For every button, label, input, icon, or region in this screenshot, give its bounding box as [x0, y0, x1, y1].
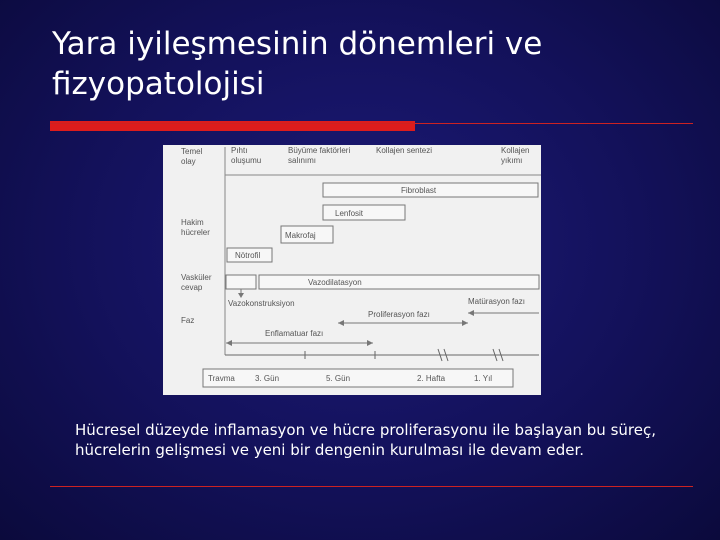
wound-healing-diagram — [163, 145, 541, 395]
slide-title-line-1: Yara iyileşmesinin dönemleri ve — [52, 26, 543, 62]
timeline-box — [203, 369, 513, 387]
bar-notrofil-label: Nötrofil — [235, 251, 261, 260]
row-label-vaskuler: Vasküler — [181, 273, 212, 282]
phase-maturasyon-label: Matürasyon fazı — [468, 297, 525, 306]
slide-title — [52, 24, 692, 104]
event-kollajen-sentezi: Kollajen sentezi — [376, 146, 433, 155]
row-label-hakim: Hakim — [181, 218, 204, 227]
row-label-temel: Temel — [181, 147, 203, 156]
phase-maturasyon-arrowhead-left — [468, 310, 474, 316]
timeline-5-gun: 5. Gün — [326, 374, 351, 383]
bar-makrofaj-label: Makrofaj — [285, 231, 316, 240]
vazokonstruksiyon-arrowhead — [238, 293, 244, 298]
bar-vazodilatasyon-label: Vazodilatasyon — [308, 278, 362, 287]
event-salinimi: salınımı — [288, 156, 317, 165]
timeline-1-yil: 1. Yıl — [474, 374, 493, 383]
event-buyume: Büyüme faktörleri — [288, 146, 351, 155]
wound-healing-phases-figure — [163, 145, 541, 395]
bar-vazokonstruksiyon-label: Vazokonstruksiyon — [228, 299, 295, 308]
event-kollajen: Kollajen — [501, 146, 530, 155]
event-olusumu: oluşumu — [231, 156, 262, 165]
event-pihti: Pıhtı — [231, 146, 248, 155]
phase-proliferasyon-arrowhead-left — [338, 320, 344, 326]
timeline-travma: Travma — [208, 374, 235, 383]
phase-enflamatuar-label: Enflamatuar fazı — [265, 329, 324, 338]
event-yikimi: yıkımı — [501, 156, 523, 165]
bar-fibroblast-label: Fibroblast — [401, 186, 437, 195]
row-label-hucreler: hücreler — [181, 228, 210, 237]
title-divider-line — [50, 123, 693, 124]
bar-lenfosit-label: Lenfosit — [335, 209, 364, 218]
row-label-faz: Faz — [181, 316, 195, 325]
bar-vazokonstruksiyon — [226, 275, 256, 289]
phase-enflamatuar-arrowhead-right — [367, 340, 373, 346]
slide-title-line-2: fizyopatolojisi — [52, 66, 265, 102]
phase-enflamatuar-arrowhead-left — [226, 340, 232, 346]
caption-divider-line — [50, 486, 693, 487]
phase-proliferasyon-label: Proliferasyon fazı — [368, 310, 430, 319]
bar-vazodilatasyon — [259, 275, 539, 289]
slide-caption: Hücresel düzeyde inflamasyon ve hücre proliferasyonu ile başlayan bu süreç, hücrelerin gelişmesi ve yeni bir dengenin kurulması ile devam eder. — [75, 421, 656, 459]
row-label-cevap: cevap — [181, 283, 203, 292]
row-label-olay: olay — [181, 157, 196, 166]
timeline-3-gun: 3. Gün — [255, 374, 280, 383]
timeline-2-hafta: 2. Hafta — [417, 374, 446, 383]
phase-proliferasyon-arrowhead-right — [462, 320, 468, 326]
